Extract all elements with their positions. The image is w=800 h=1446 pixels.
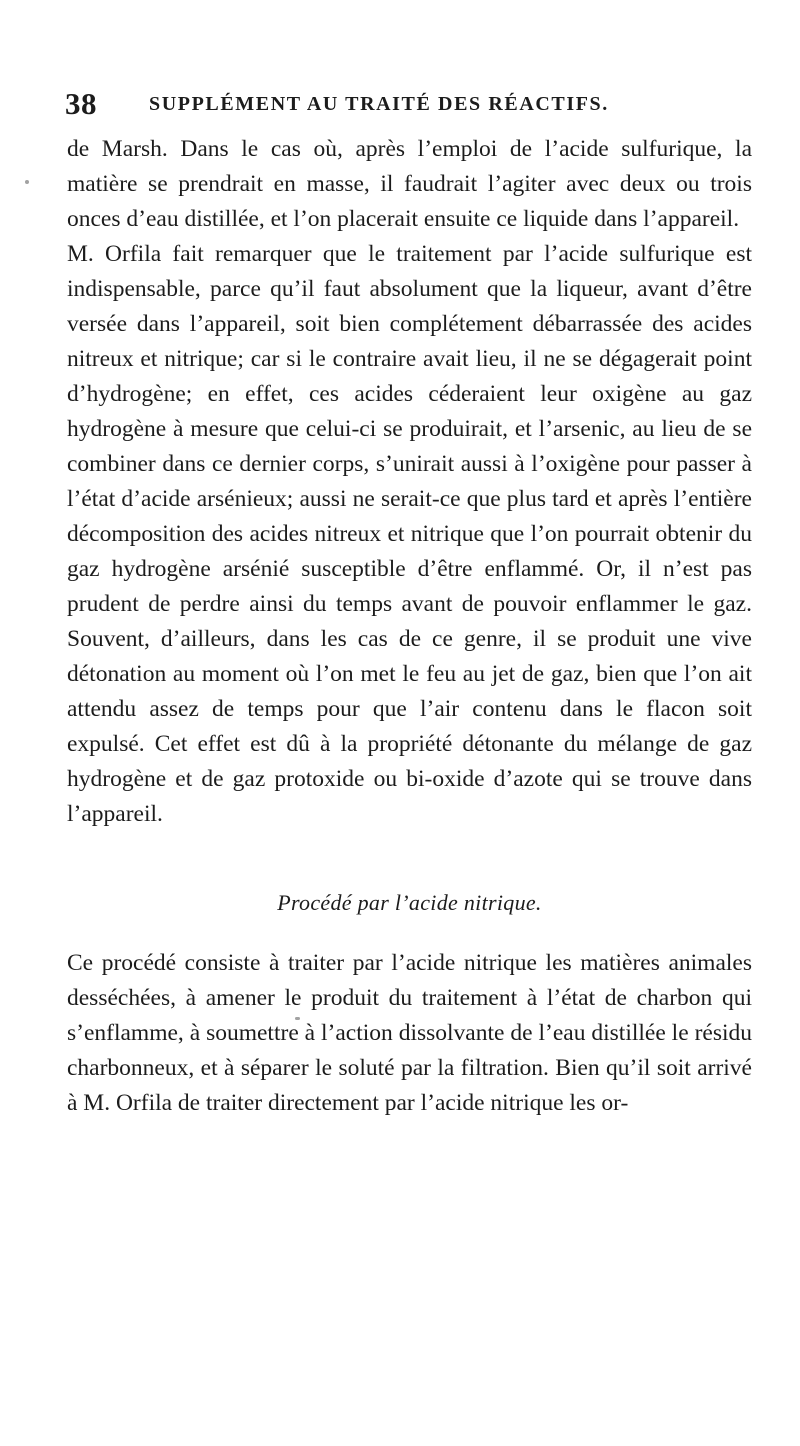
ink-smudge-mark [25,180,29,184]
paragraph-nitric-procedure: Ce procédé consiste à traiter par l’acide nitrique les matières animales desséchées, à amener le produit du traitement à l’état de charbon qui s’enflamme, à soumettre à l’action dissolvante de l’eau distillée le résidu charbonneux, et à séparer le soluté par la filtration. Bien qu’il soit arrivé à M. Orfila de traiter directement par l’acide nitrique les or- [67,950,752,1116]
body-text [67,132,752,1121]
running-head: SUPPLÉMENT AU TRAITÉ DES RÉACTIFS. [149,93,609,115]
page-header [67,86,752,126]
page-number: 38 [65,86,97,121]
ink-smudge-mark [295,1017,300,1020]
paragraph-continuation: de Marsh. Dans le cas où, après l’emploi de l’acide sulfurique, la matière se prendrait en masse, il faudrait l’agiter avec deux ou trois onces d’eau distillée, et l’on placerait ensuite ce liquide dans l’appareil. [67,136,752,232]
paragraph-orfila-remark: M. Orfila fait remarquer que le traitement par l’acide sulfurique est indispensable, parce qu’il faut absolument que la liqueur, avant d’être versée dans l’appareil, soit bien complétement débarrassée des acides nitreux et nitrique; car si le contraire avait lieu, il ne se dégagerait point d’hydrogène; en effet, ces acides céderaient leur oxigène au gaz hydrogène à mesure que celui-ci se produirait, et l’arsenic, au lieu de se combiner dans ce dernier corps, s’unirait aussi à l’oxigène pour passer à l’état d’acide arsénieux; aussi ne serait-ce que plus tard et après l’entière décomposition des acides nitreux et nitrique que l’on pourrait obtenir du gaz hydrogène arsénié susceptible d’être enflammé. Or, il n’est pas prudent de perdre ainsi du temps avant de pouvoir enflammer le gaz. Souvent, d’ailleurs, dans les cas de ce genre, il se produit une vive détonation au moment où l’on met le feu au jet de gaz, bien que l’on ait attendu assez de temps pour que l’air contenu dans le flacon soit expulsé. Cet effet est dû à la propriété détonante du mélange de gaz hydrogène et de gaz protoxide ou bi-oxide d’azote qui se trouve dans l’appareil. [67,241,752,827]
section-heading: Procédé par l’acide nitrique. [277,890,542,915]
